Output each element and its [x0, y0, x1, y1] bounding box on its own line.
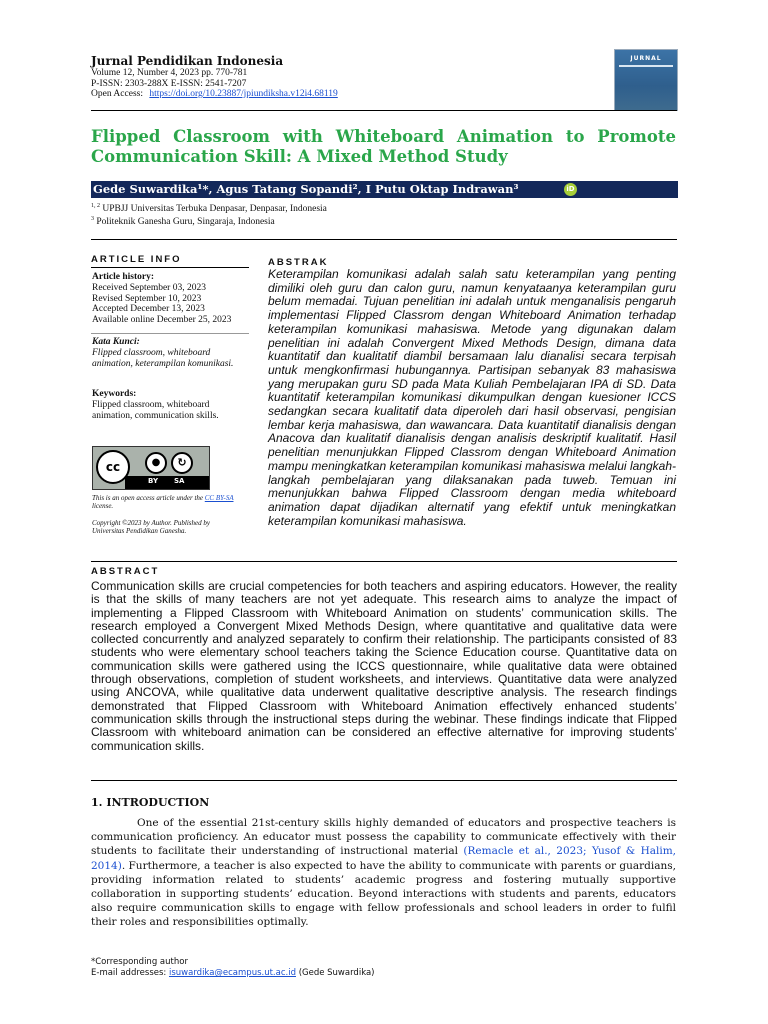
abstract-bottom-rule — [91, 780, 677, 781]
journal-cover-image — [614, 49, 678, 111]
issn-info: P-ISSN: 2303-288X E-ISSN: 2541-7207 — [91, 78, 247, 89]
introduction-heading: 1. INTRODUCTION — [91, 796, 210, 809]
intro-citation[interactable]: (Remacle et al., 2023; Yusof & Halim, 2014) — [91, 845, 676, 872]
affiliation-2-text: Politeknik Ganesha Guru, Singaraja, Indonesia — [96, 217, 275, 228]
history-rule — [91, 333, 249, 334]
open-access-line — [91, 89, 651, 100]
license-pre: This is an open access article under the — [92, 494, 204, 502]
volume-info: Volume 12, Number 4, 2023 pp. 770-781 — [91, 68, 248, 78]
history-online: Available online December 25, 2023 — [92, 314, 232, 325]
kata-kunci-label: Kata Kunci: — [92, 337, 140, 347]
intro-text-end: . Furthermore, a teacher is also expected to have the ability to communicate with parents or guardians, providing information related to students’ academic progress and fostering mutually supportive collaboration in supporting students’ education. Beyond interactions with students and parents, educators also require communication skills to engage with fellow professionals and school leaders in order to fulfil their roles and responsibilities optimally. — [91, 859, 676, 929]
attribution-person-icon: ● — [145, 452, 167, 474]
kata-kunci-text: Flipped classroom, whiteboard animation, keterampilan komunikasi. — [92, 348, 234, 369]
cc-label-bar — [125, 476, 209, 489]
article-history — [92, 272, 252, 325]
cc-by-label: BY — [148, 477, 159, 485]
cover-bar — [619, 65, 673, 67]
kata-kunci-block — [92, 337, 242, 369]
article-info-heading: ARTICLE INFO — [91, 254, 182, 265]
intro-text-start: One of the essential 21st-century skills highly demanded of educators and prospective teachers is communication proficiency. An educator must possess the capability to communicate effectively with their students to facilitate their understanding of instructional material — [91, 817, 676, 858]
abstract-top-rule — [91, 561, 677, 562]
email-link[interactable]: isuwardika@ecampus.ut.ac.id — [168, 968, 296, 978]
email-name: (Gede Suwardika) — [298, 968, 375, 978]
history-received: Received September 03, 2023 — [92, 283, 206, 293]
affiliation-rule — [91, 239, 677, 240]
affiliation-1-sup: 1, 2 — [91, 203, 100, 209]
abstrak-heading: ABSTRAK — [268, 257, 329, 268]
header-rule — [91, 110, 677, 111]
license-note — [92, 494, 244, 510]
keywords-block — [92, 389, 242, 421]
cover-title: JURNAL — [630, 55, 662, 62]
author-list: Gede Suwardika¹*, Agus Tatang Sopandi², I Putu Oktap Indrawan³ — [93, 182, 519, 196]
abstrak-text: Keterampilan komunikasi adalah salah satu keterampilan yang penting dimiliki oleh guru dan calon guru, namun kenyataanya keterampilan guru belum memadai. Tujuan penelitian ini adalah untuk menganalisis pengaruh implementasi Flipped Classrom dengan Whiteboard Animation terhadap keterampilan komunikasi mahasiswa. Metode yang digunakan dalam penelitian ini adalah Convergent Mixed Methods Design, dimana data kuantitatif dan kualitatif diambil bersamaan lalu dianalisi secara terpisah untuk mengkonfirmasi hubungannya. Partisipan sebanyak 83 mahasiswa yang merupakan guru SD pada Mata Kuliah Pembelajaran IPA di SD. Data kuantitatif keterampilan komunikasi dikumpulkan dengan kuesioner ICCS sedangkan secara kualitatif data diperoleh dari hasil observasi, pengisian lembar kerja mahasiswa, dan wawancara. Data kuantitatif dianalisis dengan Anacova dan kualitatif dianalisis dengan analisis deskriptif kualitatif. Hasil penelitian menunjukkan Flipped Classrom dengan Whiteboard Animation mampu meningkatkan keterampilan komunikasi mahasiswa melalui langkah-langkah pembelajaran yang dilaksanakan pada tuweb. Temuan ini menunjukkan bahwa Flipped Classroom dengan media whiteboard animation dapat dijadikan alternatif yang efektif untuk meningkatkan keterampilan komunikasi mahasiswa. — [268, 267, 676, 528]
abstract-heading: ABSTRACT — [91, 566, 160, 577]
history-revised: Revised September 10, 2023 — [92, 293, 202, 304]
cc-by-sa-badge[interactable] — [92, 446, 210, 490]
license-post: license. — [92, 502, 114, 510]
copyright-note: Copyright ©2023 by Author. Published by Universitas Pendidikan Ganesha. — [92, 519, 210, 535]
introduction-paragraph — [91, 816, 676, 930]
journal-header — [91, 54, 651, 100]
keywords-text: Flipped classroom, whiteboard animation, communication skills. — [92, 400, 219, 421]
email-line — [91, 968, 375, 979]
email-label: E-mail addresses: — [91, 968, 167, 978]
open-access-label: Open Access: — [91, 89, 143, 99]
license-link[interactable]: CC BY-SA — [204, 494, 234, 502]
doi-link[interactable]: https://doi.org/10.23887/jpiundiksha.v12i4.68119 — [149, 89, 338, 99]
history-accepted: Accepted December 13, 2023 — [92, 304, 205, 314]
affiliation-1-text: UPBJJ Universitas Terbuka Denpasar, Denpasar, Indonesia — [102, 204, 327, 215]
abstract-text: Communication skills are crucial competencies for both teachers and aspiring educators. However, the reality is that the skills of many teachers are not yet adequate. This research aims to analyze the impact of implementing a Flipped Classroom with Whiteboard Animation on students’ communication skills. The research employed a Convergent Mixed Methods Design, where quantitative and qualitative data were collected concurrently and analyzed separately to confirm their relationship. The participants consisted of 83 students who were elementary school teachers taking the Science Education course. Quantitative data on communication skills were gathered using the ICCS questionnaire, while qualitative data were obtained through observations, completion of student worksheets, and interviews. Quantitative data were analyzed using ANCOVA, while qualitative data underwent qualitative descriptive analysis. The research findings demonstrated that Flipped Classroom with Whiteboard Animation effectively enhanced students’ communication skills through the instructional steps during the webinar. These findings indicate that Flipped Classroom with whiteboard animation can be considered an effective alternative for improving students’ communication skills. — [91, 579, 677, 753]
cc-sa-label: SA — [174, 477, 185, 485]
orcid-icon[interactable]: iD — [564, 183, 577, 196]
history-label: Article history: — [92, 272, 154, 282]
paper-title: Flipped Classroom with Whiteboard Animation to Promote Communication Skill: A Mixed Method Study — [91, 127, 676, 166]
keywords-label: Keywords: — [92, 389, 137, 399]
journal-name: Jurnal Pendidikan Indonesia — [91, 54, 284, 68]
article-info-rule — [91, 267, 249, 268]
corresponding-author-note: *Corresponding author — [91, 957, 188, 967]
share-alike-icon: ↻ — [171, 452, 193, 474]
affiliation-2 — [91, 214, 275, 228]
cc-icon: cc — [96, 450, 130, 484]
affiliation-2-sup: 3 — [91, 216, 94, 222]
